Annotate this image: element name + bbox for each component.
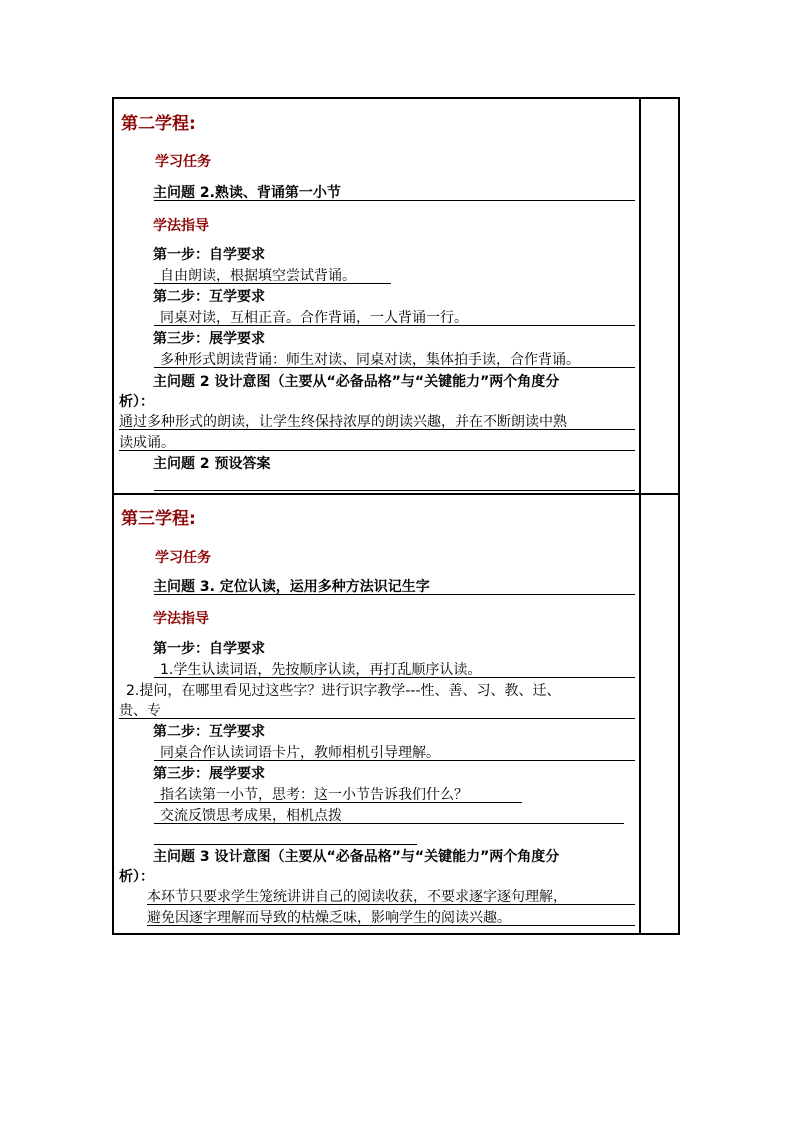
stage3-step3-text1: 指名读第一小节，思考：这一小节告诉我们什么？ — [160, 787, 468, 803]
stage3-main-question: 主问题 3. 定位认读，运用多种方法识记生字 — [153, 579, 430, 595]
stage3-design-text: 本环节只要求学生笼统讲讲自己的阅读收获，不要求逐字逐句理解， — [147, 889, 567, 905]
stage3-step3-label: 第三步：展学要求 — [153, 766, 265, 782]
underline — [154, 844, 417, 845]
stage3-task-heading: 学习任务 — [155, 550, 211, 566]
underline — [154, 677, 635, 678]
stage3-step1-label: 第一步：自学要求 — [153, 641, 265, 657]
underline — [154, 760, 635, 761]
stage2-section — [114, 99, 678, 495]
stage3-design-text-cont: 避免因逐字理解而导致的枯燥乏味，影响学生的阅读兴趣。 — [147, 910, 511, 926]
notes-column-divider — [639, 495, 641, 933]
stage2-step3-text: 多种形式朗读背诵：师生对读、同桌对读，集体拍手读，合作背诵。 — [160, 352, 580, 368]
stage2-task-heading: 学习任务 — [155, 154, 211, 170]
underline — [154, 823, 624, 824]
stage3-step1-item2: 2.提问，在哪里看见过这些字？进行识字教学---性、善、习、教、迁、 — [126, 683, 561, 699]
stage3-method-heading: 学法指导 — [153, 611, 209, 627]
underline — [119, 718, 635, 719]
underline — [154, 200, 635, 201]
underline — [119, 450, 635, 451]
stage3-design-intent: 主问题 3 设计意图（主要从“必备品格”与“关键能力”两个角度分 — [153, 849, 560, 865]
underline — [147, 904, 635, 905]
stage2-title: 第二学程: — [121, 114, 196, 134]
stage2-step3-label: 第三步：展学要求 — [153, 331, 265, 347]
underline — [154, 802, 522, 803]
stage2-design-text: 通过多种形式的朗读，让学生终保持浓厚的朗读兴趣，并在不断朗读中熟 — [119, 414, 567, 430]
answer-blank-line — [154, 490, 635, 491]
stage3-title: 第三学程: — [121, 509, 196, 529]
stage2-step2-label: 第二步：互学要求 — [153, 289, 265, 305]
underline — [147, 925, 635, 926]
underline — [154, 325, 635, 326]
stage3-step2-text: 同桌合作认读词语卡片，教师相机引导理解。 — [160, 745, 440, 761]
stage3-step1-item2-cont: 贵、专 — [119, 703, 161, 719]
stage2-design-intent: 主问题 2 设计意图（主要从“必备品格”与“关键能力”两个角度分 — [153, 374, 560, 390]
stage2-step1-text: 自由朗读，根据填空尝试背诵。 — [160, 268, 356, 284]
stage3-step3-text2: 交流反馈思考成果，相机点拨 — [160, 808, 342, 824]
stage3-design-intent-cont: 析）： — [119, 869, 154, 885]
underline — [119, 429, 635, 430]
stage2-step2-text: 同桌对读，互相正音。合作背诵，一人背诵一行。 — [160, 310, 468, 326]
stage2-design-intent-cont: 析）： — [119, 394, 154, 410]
stage2-step1-label: 第一步：自学要求 — [153, 247, 265, 263]
stage3-step1-item1: 1.学生认读词语，先按顺序认读，再打乱顺序认读。 — [160, 662, 482, 678]
notes-column-divider — [639, 99, 641, 493]
underline — [154, 594, 635, 595]
stage2-design-text-cont: 读成诵。 — [119, 435, 175, 451]
stage2-method-heading: 学法指导 — [153, 218, 209, 234]
stage3-section — [114, 495, 678, 933]
underline — [154, 367, 635, 368]
underline — [154, 283, 391, 284]
lesson-plan-table — [112, 97, 680, 935]
stage2-main-question: 主问题 2.熟读、背诵第一小节 — [153, 185, 341, 201]
stage2-answer-label: 主问题 2 预设答案 — [153, 456, 271, 472]
stage3-step2-label: 第二步：互学要求 — [153, 724, 265, 740]
